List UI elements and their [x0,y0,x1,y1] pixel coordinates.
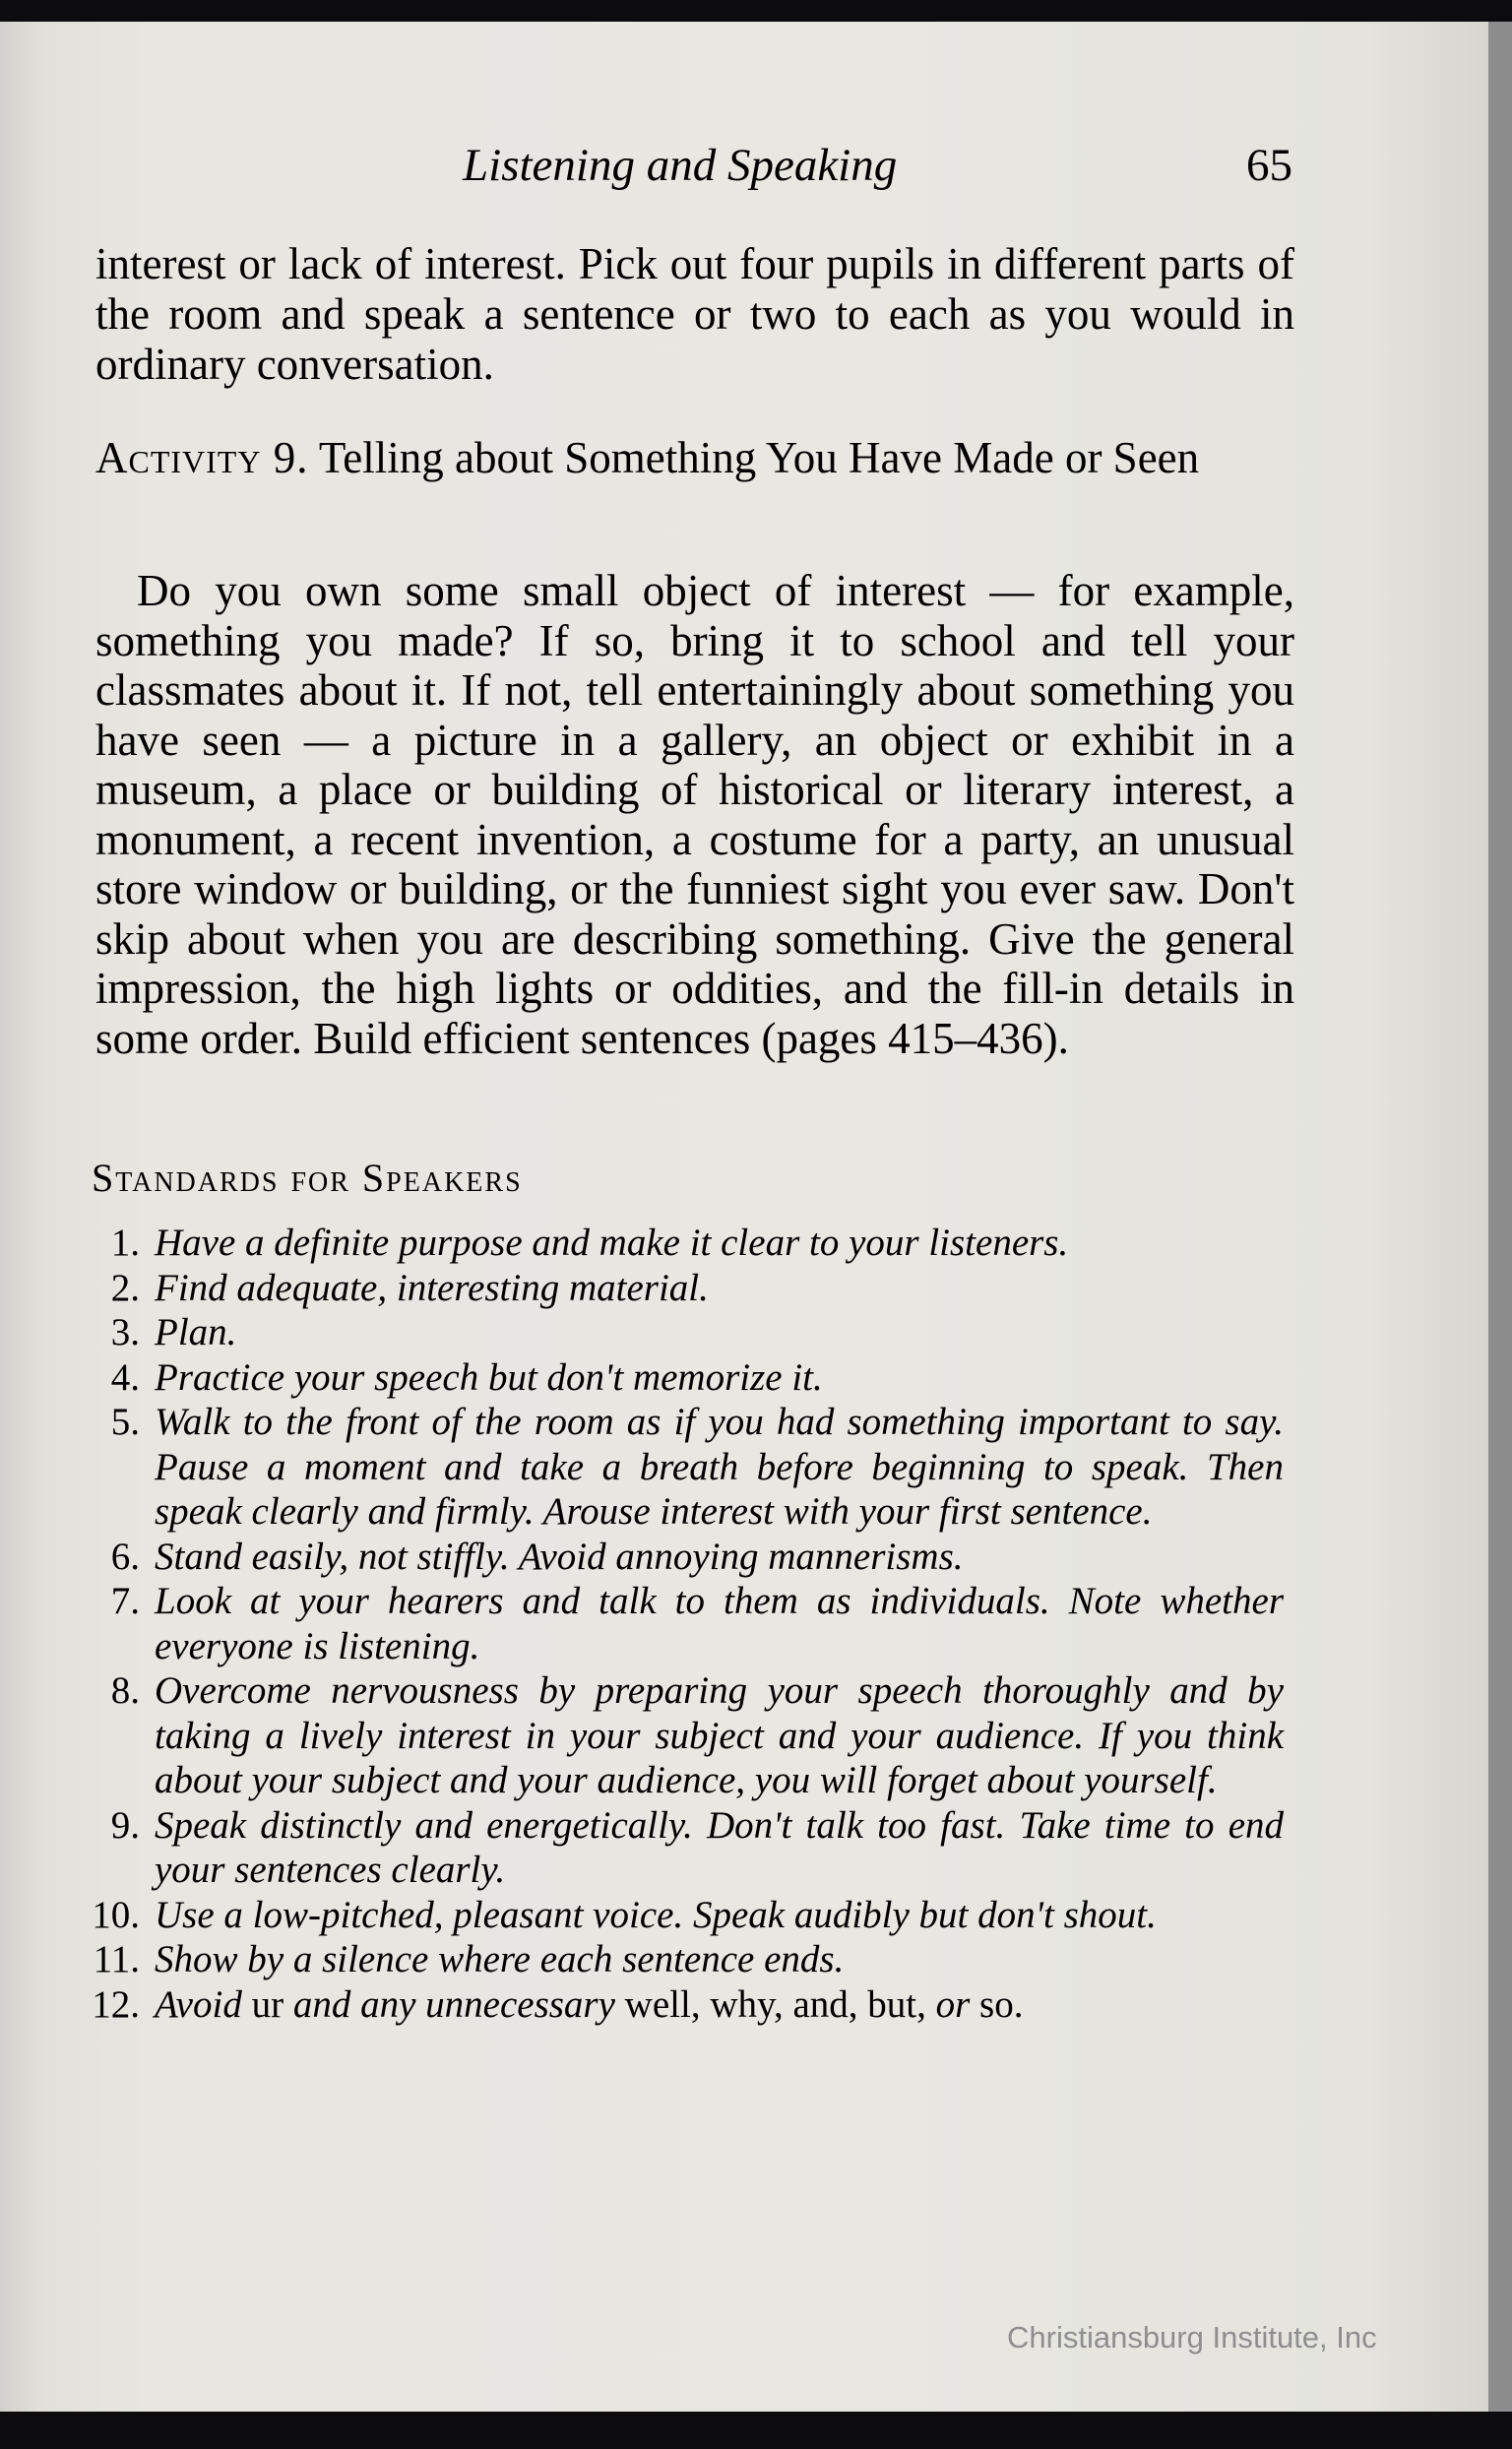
standard-number: 7. [110,1580,140,1622]
page-number: 65 [1246,140,1292,191]
standard-text: Plan. [155,1311,237,1353]
standard-text: Find adequate, interesting material. [155,1266,709,1309]
activity-label: Activity 9. [95,433,309,482]
running-title: Listening and Speaking [463,140,898,191]
running-head [0,136,1488,195]
standard-item [79,1310,1284,1355]
page-edge [1488,22,1512,2412]
standard-text-part: Avoid [155,1982,242,2026]
standard-item [79,1221,1284,1266]
activity-title: Telling about Something You Have Made or Seen [318,433,1200,482]
standard-item [79,1400,1284,1535]
standard-example-word: so. [979,1982,1024,2026]
standard-item [79,1803,1284,1893]
standard-number: 10. [92,1893,140,1936]
standard-example-word: well, why, and, but, [624,1982,926,2026]
standard-text: Have a definite purpose and make it clear to your listeners. [155,1222,1069,1264]
standard-text: Use a low-pitched, pleasant voice. Speak audibly but don't shout. [155,1893,1157,1936]
standard-text: Stand easily, not stiffly. Avoid annoying mannerisms. [155,1535,964,1578]
standard-number: 3. [110,1311,140,1353]
standard-number: 6. [110,1535,140,1578]
standard-item [79,1579,1284,1668]
standards-list [79,1221,1284,2027]
standard-number: 2. [110,1266,140,1309]
standard-item [79,1893,1284,1938]
watermark: Christiansburg Institute, Inc [1007,2320,1377,2355]
standard-item [79,1535,1284,1580]
activity-heading [95,433,1336,483]
standard-text: Speak distinctly and energetically. Don't talk too fast. Take time to end your sentences clearly. [155,1803,1284,1891]
standard-text: Show by a silence where each sentence ends. [155,1938,845,1980]
standard-number: 1. [110,1222,140,1264]
standard-example-word: ur [251,1982,284,2026]
activity-paragraph: Do you own some small object of interest — for example, something you made? If so, bring it to school and tell your classmates about it. If not, tell entertainingly about something you have seen — a picture in a gallery, an object or exhibit in a museum, a place or building of historical or literary interest, a monument, a recent invention, a costume for a party, an unusual store window or building, or the funniest sight you ever saw. Don't skip about when you are describing something. Give the general impression, the high lights or oddities, and the fill-in details in some order. Build efficient sentences (pages 415–436). [95,566,1294,1063]
standards-heading: Standards for Speakers [92,1156,523,1200]
standard-text: Practice your speech but don't memorize it. [155,1355,823,1399]
standard-text-part: and any unnecessary [292,1982,615,2026]
standard-number: 11. [93,1938,140,1980]
standard-number: 12. [92,1982,140,2026]
standard-text [155,1983,1023,2026]
standard-item [79,1982,1284,2028]
standard-number: 9. [110,1803,140,1847]
paragraph-continued: interest or lack of interest. Pick out four pupils in different parts of the room and speak a sentence or two to each as you would in ordinary conversation. [95,239,1294,389]
standard-text: Look at your hearers and talk to them as individuals. Note whether everyone is listening. [155,1580,1284,1667]
standard-text: Overcome nervousness by preparing your speech thoroughly and by taking a lively interest in your subject and your audience. If you think about your subject and your audience, you will forget about yourself. [155,1669,1284,1801]
standard-number: 5. [110,1401,140,1443]
standard-item [79,1668,1284,1803]
standard-number: 8. [110,1669,140,1712]
standard-text-part: or [935,1982,971,2026]
standard-item [79,1937,1284,1982]
standard-text: Walk to the front of the room as if you had something important to say. Pause a moment and take a breath before beginning to speak. Then speak clearly and firmly. Arouse interest with your first sentence. [155,1401,1284,1533]
standard-number: 4. [110,1355,140,1399]
standard-item [79,1266,1284,1311]
standard-item [79,1355,1284,1401]
